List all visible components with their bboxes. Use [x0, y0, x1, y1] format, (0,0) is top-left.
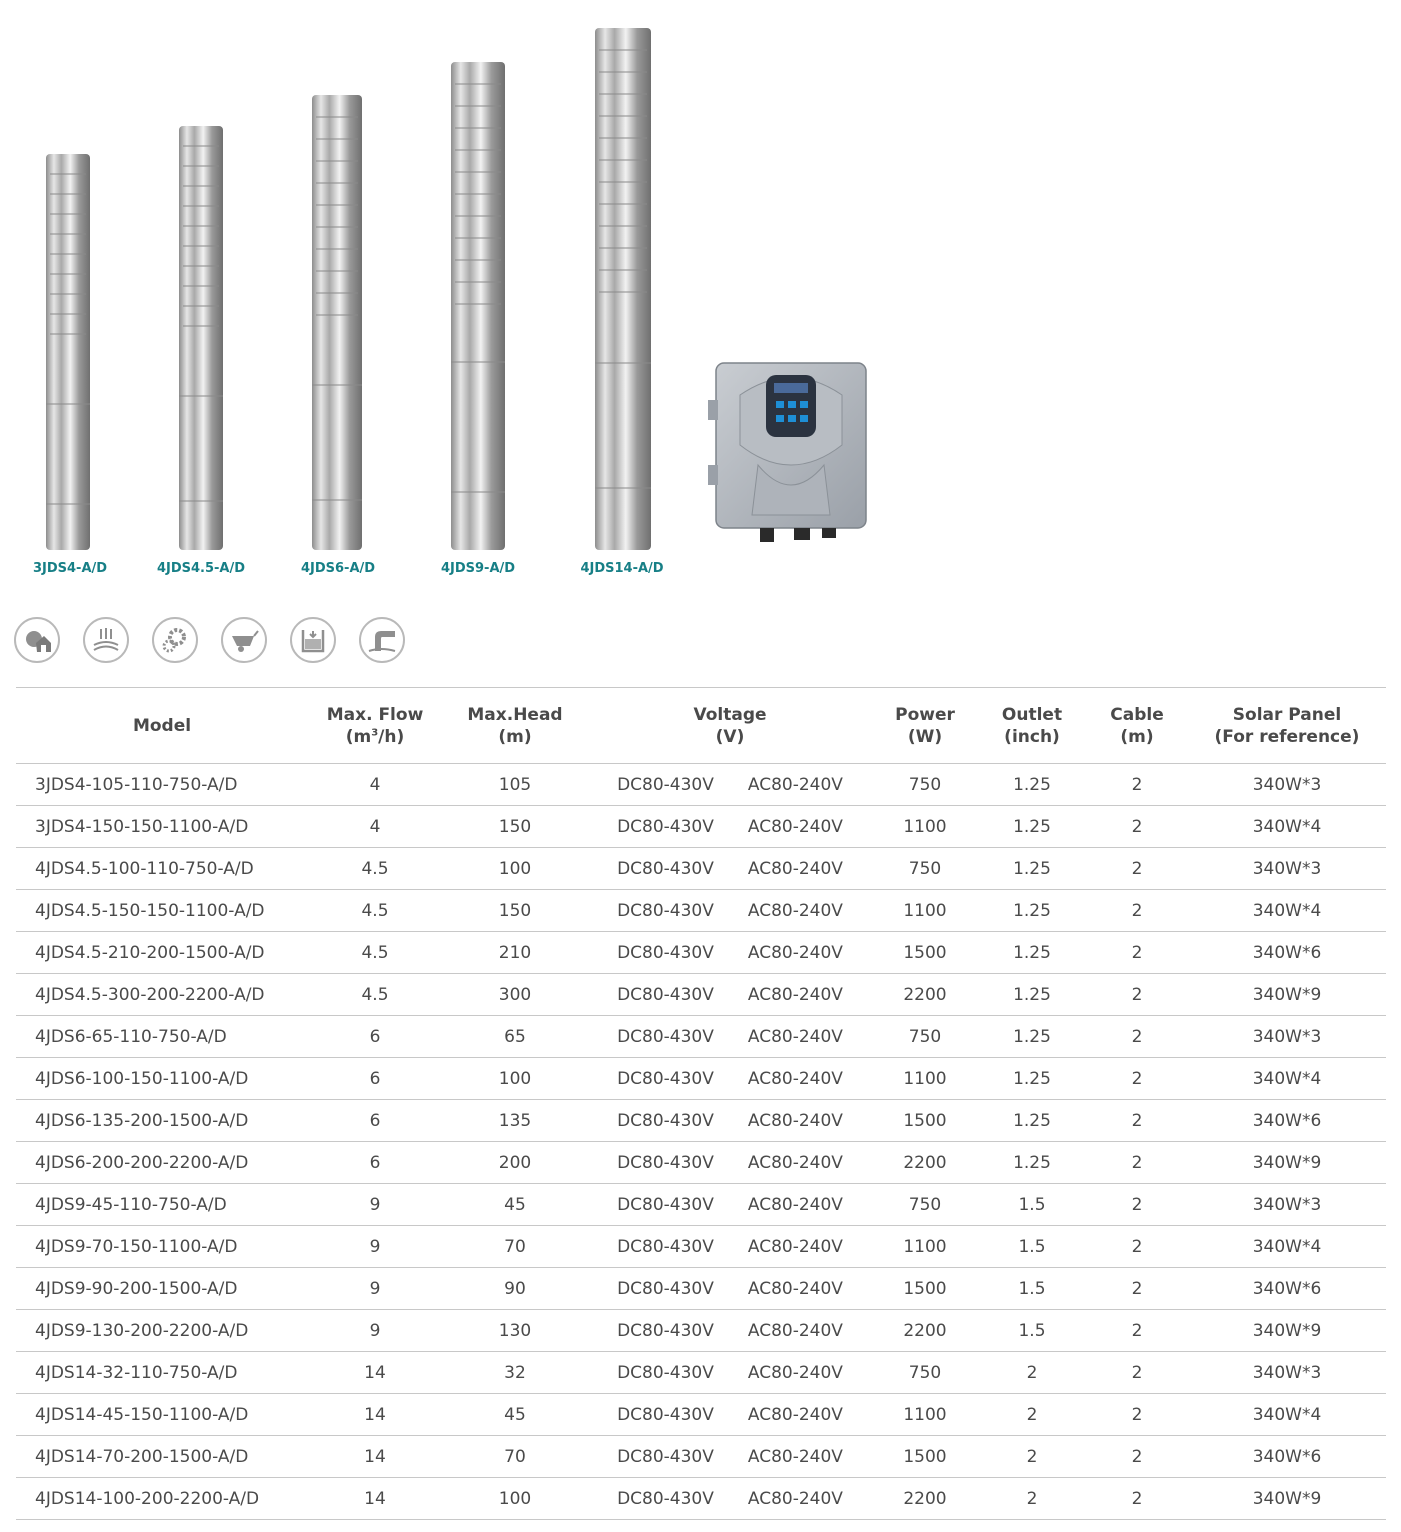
cell-model: 4JDS4.5-300-200-2200-A/D — [16, 974, 308, 1016]
voltage-ac: AC80-240V — [747, 1446, 843, 1467]
voltage-dc: DC80-430V — [617, 1488, 714, 1509]
cell-solar-panel: 340W*9 — [1188, 1142, 1386, 1184]
cell-max-flow: 6 — [308, 1016, 442, 1058]
pump-4jds9-image — [449, 62, 507, 550]
cell-solar-panel: 340W*6 — [1188, 1100, 1386, 1142]
table-row — [16, 1268, 1386, 1310]
cell-solar-panel: 340W*3 — [1188, 1352, 1386, 1394]
cell-outlet: 1.5 — [978, 1226, 1086, 1268]
cell-model: 4JDS14-32-110-750-A/D — [16, 1352, 308, 1394]
cell-max-flow: 9 — [308, 1310, 442, 1352]
header-model: Model — [16, 688, 308, 764]
cell-voltage — [588, 1436, 872, 1478]
cell-cable: 2 — [1086, 932, 1188, 974]
voltage-ac: AC80-240V — [747, 1068, 843, 1089]
cell-max-flow: 6 — [308, 1142, 442, 1184]
table-header-row — [16, 688, 1386, 764]
cell-voltage — [588, 1478, 872, 1520]
table-row — [16, 1058, 1386, 1100]
cell-solar-panel: 340W*4 — [1188, 1058, 1386, 1100]
header-outlet: Outlet (inch) — [978, 688, 1086, 764]
voltage-dc: DC80-430V — [617, 816, 714, 837]
voltage-ac: AC80-240V — [747, 1194, 843, 1215]
cell-voltage — [588, 890, 872, 932]
cell-max-flow: 9 — [308, 1268, 442, 1310]
cell-solar-panel: 340W*4 — [1188, 1394, 1386, 1436]
voltage-ac: AC80-240V — [747, 942, 843, 963]
cell-solar-panel: 340W*6 — [1188, 1268, 1386, 1310]
cell-max-flow: 6 — [308, 1058, 442, 1100]
voltage-dc: DC80-430V — [617, 1026, 714, 1047]
cell-cable: 2 — [1086, 848, 1188, 890]
voltage-dc: DC80-430V — [617, 858, 714, 879]
cell-outlet: 1.25 — [978, 932, 1086, 974]
pump-4jds6-image — [310, 95, 364, 550]
cell-outlet: 1.25 — [978, 848, 1086, 890]
cell-max-head: 45 — [442, 1184, 588, 1226]
cell-cable: 2 — [1086, 1436, 1188, 1478]
voltage-dc: DC80-430V — [617, 1110, 714, 1131]
cell-model: 4JDS14-45-150-1100-A/D — [16, 1394, 308, 1436]
cell-voltage — [588, 806, 872, 848]
cell-model: 3JDS4-105-110-750-A/D — [16, 764, 308, 806]
cell-power: 1100 — [872, 1058, 978, 1100]
cell-cable: 2 — [1086, 764, 1188, 806]
cell-power: 750 — [872, 764, 978, 806]
cell-model: 4JDS4.5-100-110-750-A/D — [16, 848, 308, 890]
table-row — [16, 1394, 1386, 1436]
industrial-gear-icon — [152, 617, 198, 663]
table-row — [16, 1226, 1386, 1268]
cell-solar-panel: 340W*4 — [1188, 890, 1386, 932]
cell-power: 750 — [872, 1184, 978, 1226]
header-solar-panel: Solar Panel (For reference) — [1188, 688, 1386, 764]
table-row — [16, 806, 1386, 848]
cell-model: 4JDS9-90-200-1500-A/D — [16, 1268, 308, 1310]
cell-outlet: 1.25 — [978, 1058, 1086, 1100]
cell-cable: 2 — [1086, 1016, 1188, 1058]
table-row — [16, 764, 1386, 806]
spec-table — [16, 687, 1386, 1520]
cell-voltage — [588, 1016, 872, 1058]
cell-voltage — [588, 1394, 872, 1436]
table-row — [16, 1436, 1386, 1478]
cell-cable: 2 — [1086, 1478, 1188, 1520]
cell-outlet: 1.25 — [978, 890, 1086, 932]
domestic-home-icon — [14, 617, 60, 663]
cell-voltage — [588, 1268, 872, 1310]
cell-max-head: 70 — [442, 1436, 588, 1478]
cell-solar-panel: 340W*9 — [1188, 1310, 1386, 1352]
cell-power: 2200 — [872, 1478, 978, 1520]
table-row — [16, 1016, 1386, 1058]
cell-outlet: 2 — [978, 1352, 1086, 1394]
cell-power: 2200 — [872, 1310, 978, 1352]
cell-solar-panel: 340W*9 — [1188, 974, 1386, 1016]
voltage-ac: AC80-240V — [747, 1404, 843, 1425]
cell-outlet: 1.25 — [978, 1142, 1086, 1184]
cell-max-flow: 14 — [308, 1436, 442, 1478]
voltage-dc: DC80-430V — [617, 1194, 714, 1215]
table-row — [16, 890, 1386, 932]
cell-cable: 2 — [1086, 1058, 1188, 1100]
cell-voltage — [588, 1184, 872, 1226]
cell-outlet: 1.25 — [978, 974, 1086, 1016]
cell-power: 1500 — [872, 1268, 978, 1310]
cell-model: 4JDS14-100-200-2200-A/D — [16, 1478, 308, 1520]
voltage-ac: AC80-240V — [747, 1026, 843, 1047]
cell-cable: 2 — [1086, 974, 1188, 1016]
cell-power: 1100 — [872, 806, 978, 848]
cell-max-head: 150 — [442, 806, 588, 848]
table-row — [16, 848, 1386, 890]
voltage-ac: AC80-240V — [747, 900, 843, 921]
cell-power: 1500 — [872, 1100, 978, 1142]
table-row — [16, 1100, 1386, 1142]
cell-max-head: 300 — [442, 974, 588, 1016]
cell-power: 1500 — [872, 1436, 978, 1478]
cell-model: 4JDS9-130-200-2200-A/D — [16, 1310, 308, 1352]
cell-solar-panel: 340W*6 — [1188, 1436, 1386, 1478]
voltage-dc: DC80-430V — [617, 1236, 714, 1257]
cell-max-flow: 6 — [308, 1100, 442, 1142]
cell-max-head: 100 — [442, 1478, 588, 1520]
cell-voltage — [588, 764, 872, 806]
cell-max-head: 150 — [442, 890, 588, 932]
cell-solar-panel: 340W*3 — [1188, 848, 1386, 890]
cell-max-head: 100 — [442, 1058, 588, 1100]
cell-voltage — [588, 932, 872, 974]
cell-outlet: 1.25 — [978, 806, 1086, 848]
cell-model: 4JDS14-70-200-1500-A/D — [16, 1436, 308, 1478]
voltage-ac: AC80-240V — [747, 774, 843, 795]
voltage-dc: DC80-430V — [617, 1278, 714, 1299]
cell-cable: 2 — [1086, 806, 1188, 848]
cell-outlet: 1.25 — [978, 1016, 1086, 1058]
voltage-dc: DC80-430V — [617, 1068, 714, 1089]
cell-cable: 2 — [1086, 1394, 1188, 1436]
cell-model: 3JDS4-150-150-1100-A/D — [16, 806, 308, 848]
cell-power: 750 — [872, 1016, 978, 1058]
water-tank-icon — [290, 617, 336, 663]
cell-outlet: 2 — [978, 1436, 1086, 1478]
table-row — [16, 1184, 1386, 1226]
cell-outlet: 1.25 — [978, 1100, 1086, 1142]
cell-cable: 2 — [1086, 1310, 1188, 1352]
pump-label: 4JDS6-A/D — [300, 561, 376, 576]
table-row — [16, 1478, 1386, 1520]
cell-power: 2200 — [872, 974, 978, 1016]
cell-max-flow: 14 — [308, 1478, 442, 1520]
cell-max-head: 90 — [442, 1268, 588, 1310]
cell-outlet: 1.5 — [978, 1184, 1086, 1226]
cell-max-flow: 4.5 — [308, 974, 442, 1016]
pump-3jds4-image — [44, 154, 92, 550]
cell-solar-panel: 340W*9 — [1188, 1478, 1386, 1520]
voltage-ac: AC80-240V — [747, 1236, 843, 1257]
cell-power: 1100 — [872, 1226, 978, 1268]
cell-power: 750 — [872, 848, 978, 890]
voltage-ac: AC80-240V — [747, 1320, 843, 1341]
voltage-ac: AC80-240V — [747, 858, 843, 879]
cell-max-head: 135 — [442, 1100, 588, 1142]
garden-cart-icon — [221, 617, 267, 663]
cell-cable: 2 — [1086, 1184, 1188, 1226]
cell-model: 4JDS6-100-150-1100-A/D — [16, 1058, 308, 1100]
cell-model: 4JDS6-135-200-1500-A/D — [16, 1100, 308, 1142]
voltage-dc: DC80-430V — [617, 1320, 714, 1341]
cell-max-flow: 4 — [308, 764, 442, 806]
voltage-dc: DC80-430V — [617, 774, 714, 795]
cell-max-head: 130 — [442, 1310, 588, 1352]
header-max-flow: Max. Flow $(m^3/h)$ — [308, 688, 442, 764]
cell-max-head: 100 — [442, 848, 588, 890]
pump-4jds4-5-image — [177, 126, 225, 550]
cell-max-head: 200 — [442, 1142, 588, 1184]
cell-solar-panel: 340W*3 — [1188, 1016, 1386, 1058]
cell-voltage — [588, 1058, 872, 1100]
cell-max-head: 65 — [442, 1016, 588, 1058]
cell-solar-panel: 340W*3 — [1188, 764, 1386, 806]
cell-max-flow: 9 — [308, 1226, 442, 1268]
cell-voltage — [588, 848, 872, 890]
cell-max-flow: 14 — [308, 1394, 442, 1436]
voltage-dc: DC80-430V — [617, 942, 714, 963]
cell-power: 1100 — [872, 890, 978, 932]
table-row — [16, 1142, 1386, 1184]
pump-label: 4JDS4.5-A/D — [156, 561, 246, 576]
pump-label: 4JDS14-A/D — [580, 561, 664, 576]
cell-voltage — [588, 1310, 872, 1352]
pump-label: 4JDS9-A/D — [440, 561, 516, 576]
pump-4jds14-image — [593, 28, 653, 550]
voltage-dc: DC80-430V — [617, 1446, 714, 1467]
header-voltage: Voltage (V) — [588, 688, 872, 764]
cell-model: 4JDS4.5-150-150-1100-A/D — [16, 890, 308, 932]
header-cable: Cable (m) — [1086, 688, 1188, 764]
cell-cable: 2 — [1086, 1352, 1188, 1394]
application-icons — [14, 617, 405, 663]
table-row — [16, 1352, 1386, 1394]
pump-label: 3JDS4-A/D — [32, 561, 108, 576]
cell-max-flow: 14 — [308, 1352, 442, 1394]
table-row — [16, 932, 1386, 974]
cell-solar-panel: 340W*6 — [1188, 932, 1386, 974]
cell-outlet: 2 — [978, 1394, 1086, 1436]
voltage-ac: AC80-240V — [747, 984, 843, 1005]
cell-model: 4JDS6-200-200-2200-A/D — [16, 1142, 308, 1184]
cell-model: 4JDS9-45-110-750-A/D — [16, 1184, 308, 1226]
voltage-dc: DC80-430V — [617, 984, 714, 1005]
cell-solar-panel: 340W*4 — [1188, 1226, 1386, 1268]
cell-voltage — [588, 974, 872, 1016]
cell-voltage — [588, 1226, 872, 1268]
cell-max-head: 105 — [442, 764, 588, 806]
cell-max-head: 32 — [442, 1352, 588, 1394]
voltage-ac: AC80-240V — [747, 1278, 843, 1299]
cell-solar-panel: 340W*3 — [1188, 1184, 1386, 1226]
product-images — [0, 0, 1401, 600]
cell-cable: 2 — [1086, 890, 1188, 932]
cell-model: 4JDS9-70-150-1100-A/D — [16, 1226, 308, 1268]
cell-max-flow: 9 — [308, 1184, 442, 1226]
voltage-ac: AC80-240V — [747, 1110, 843, 1131]
cell-voltage — [588, 1142, 872, 1184]
cell-voltage — [588, 1352, 872, 1394]
cell-outlet: 2 — [978, 1478, 1086, 1520]
cell-solar-panel: 340W*4 — [1188, 806, 1386, 848]
cell-max-head: 45 — [442, 1394, 588, 1436]
cell-max-head: 70 — [442, 1226, 588, 1268]
voltage-dc: DC80-430V — [617, 1152, 714, 1173]
cell-max-flow: 4.5 — [308, 848, 442, 890]
voltage-ac: AC80-240V — [747, 1362, 843, 1383]
cell-cable: 2 — [1086, 1226, 1188, 1268]
cell-voltage — [588, 1100, 872, 1142]
cell-max-head: 210 — [442, 932, 588, 974]
cell-model: 4JDS6-65-110-750-A/D — [16, 1016, 308, 1058]
cell-power: 750 — [872, 1352, 978, 1394]
voltage-ac: AC80-240V — [747, 1152, 843, 1173]
header-max-head: Max.Head (m) — [442, 688, 588, 764]
cell-outlet: 1.5 — [978, 1268, 1086, 1310]
solar-pump-controller-image — [700, 355, 872, 560]
cell-model: 4JDS4.5-210-200-1500-A/D — [16, 932, 308, 974]
table-row — [16, 974, 1386, 1016]
voltage-dc: DC80-430V — [617, 1362, 714, 1383]
farm-field-icon — [83, 617, 129, 663]
cell-cable: 2 — [1086, 1142, 1188, 1184]
cell-cable: 2 — [1086, 1268, 1188, 1310]
voltage-dc: DC80-430V — [617, 1404, 714, 1425]
cell-power: 1100 — [872, 1394, 978, 1436]
cell-max-flow: 4.5 — [308, 890, 442, 932]
header-power: Power (W) — [872, 688, 978, 764]
cell-max-flow: 4 — [308, 806, 442, 848]
voltage-ac: AC80-240V — [747, 816, 843, 837]
table-row — [16, 1310, 1386, 1352]
cell-outlet: 1.5 — [978, 1310, 1086, 1352]
water-pipe-outlet-icon — [359, 617, 405, 663]
cell-cable: 2 — [1086, 1100, 1188, 1142]
cell-power: 1500 — [872, 932, 978, 974]
cell-max-flow: 4.5 — [308, 932, 442, 974]
voltage-dc: DC80-430V — [617, 900, 714, 921]
voltage-ac: AC80-240V — [747, 1488, 843, 1509]
cell-outlet: 1.25 — [978, 764, 1086, 806]
cell-power: 2200 — [872, 1142, 978, 1184]
